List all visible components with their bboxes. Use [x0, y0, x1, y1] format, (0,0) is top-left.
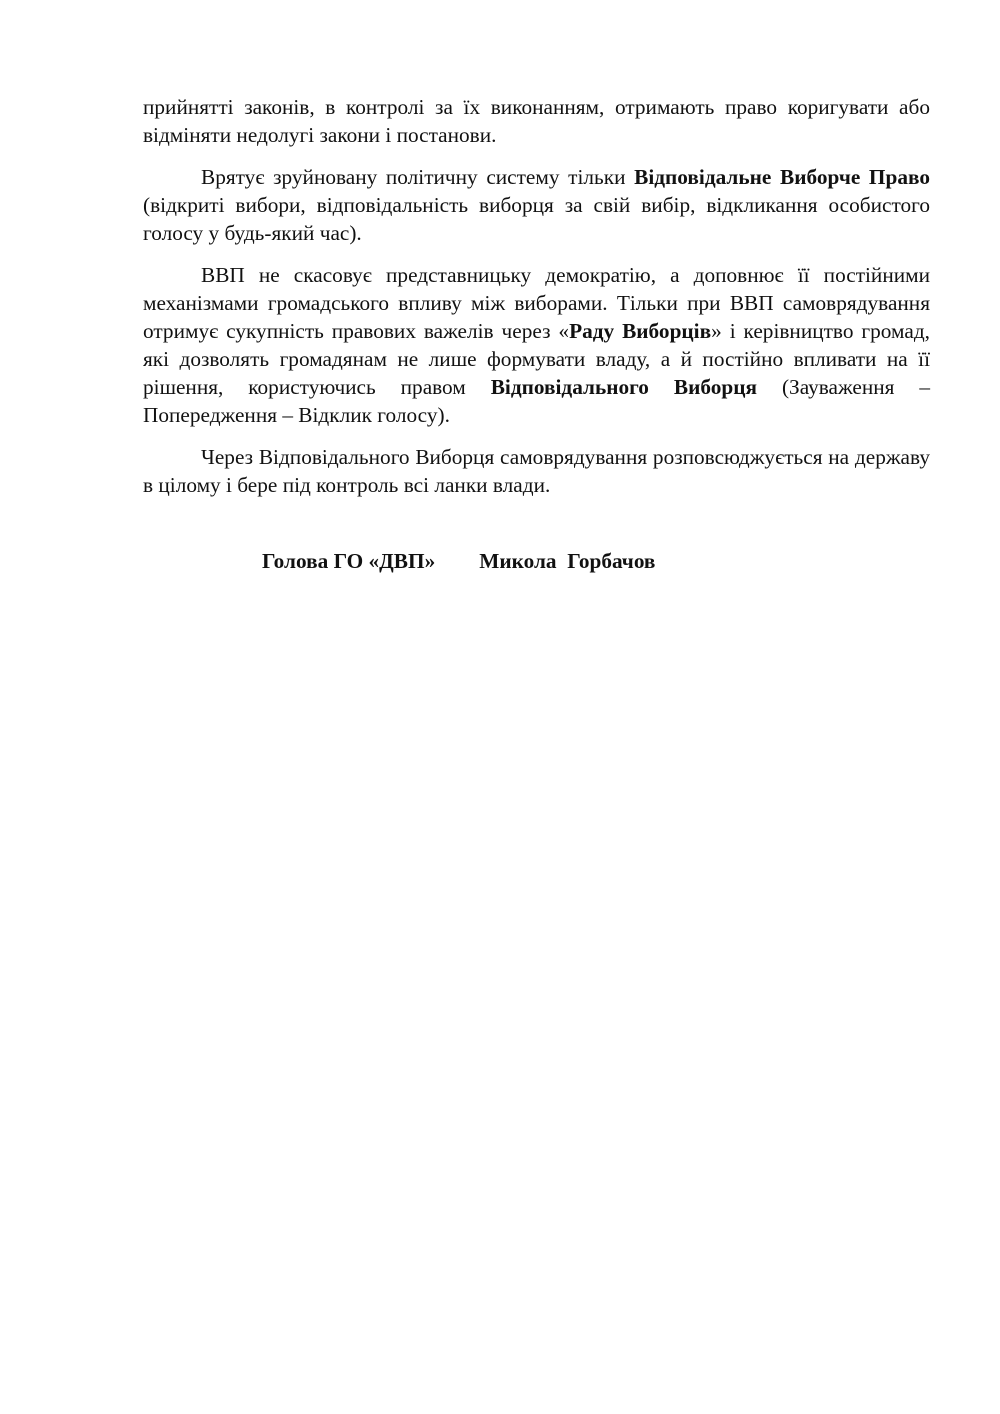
paragraph — [143, 93, 930, 149]
paragraph — [143, 261, 930, 429]
text-segment: (відкриті вибори, відповідальність виборця за свій вибір, відкликання особистого голосу у будь-який час). — [143, 193, 930, 245]
signature-name: Микола Горбачов — [479, 549, 656, 573]
text-segment: прийнятті законів, в контролі за їх виконанням, отримають право коригувати або відміняти недолугі закони і постанови. — [143, 95, 930, 147]
signature-line — [262, 547, 655, 575]
bold-phrase: Раду Виборців — [569, 319, 712, 343]
paragraph — [143, 163, 930, 247]
text-segment: Через Відповідального Виборця самоврядування розповсюджується на державу в цілому і бере під контроль всі ланки влади. — [143, 445, 930, 497]
text-segment: (Зауваження – Попередження – Відклик голосу). — [143, 375, 931, 427]
paragraph — [143, 443, 930, 499]
text-segment: ВВП не скасовує представницьку демократію, а доповнює її постійними механізмами громадського впливу між виборами. Тільки при ВВП самоврядування отримує сукупність правових важелів через « — [143, 263, 930, 343]
body-text — [143, 93, 930, 513]
text-segment: » і керівництво громад, які дозволять громадянам не лише формувати владу, а й постійно впливати на її рішення, користуючись правом — [143, 319, 930, 399]
text-segment: Врятує зруйновану політичну систему тільки — [201, 165, 635, 189]
bold-phrase: Відповідального Виборця — [490, 375, 758, 399]
bold-phrase: Відповідальне Виборче Право — [634, 165, 930, 189]
signature-title: Голова ГО «ДВП» — [262, 549, 436, 573]
